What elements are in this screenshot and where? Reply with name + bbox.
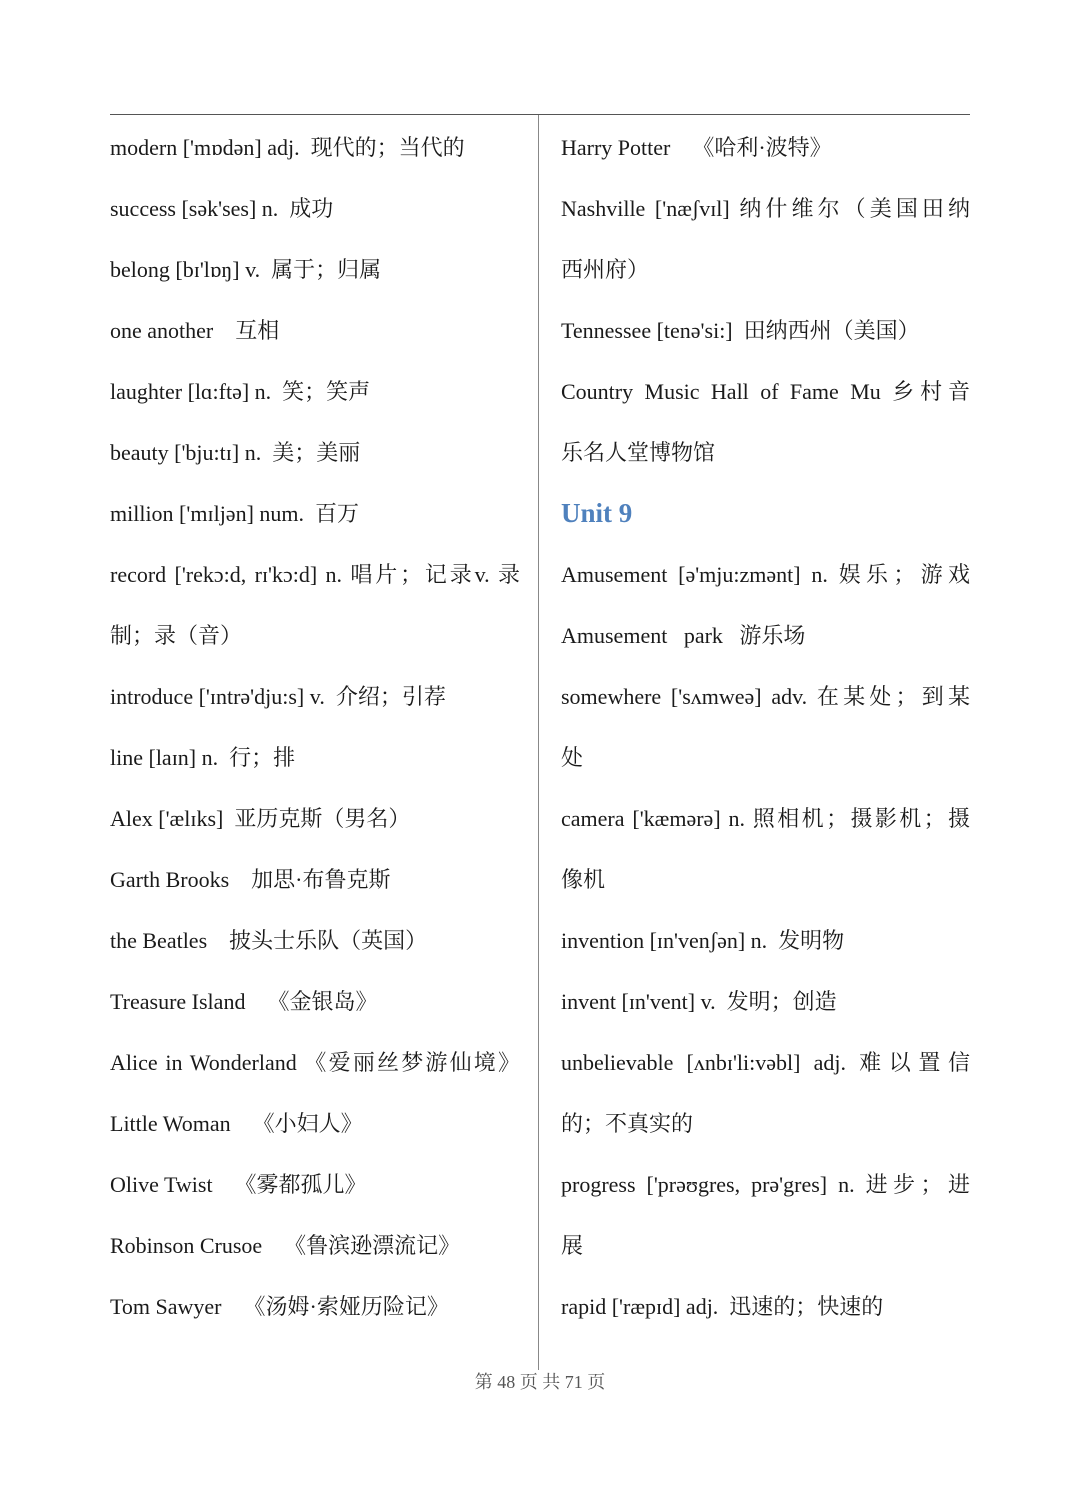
vocab-line: Robinson Crusoe 《鲁滨逊漂流记》	[110, 1233, 461, 1258]
vocab-line: Garth Brooks 加思·布鲁克斯	[110, 867, 391, 892]
right-column	[561, 117, 970, 1337]
vocab-line: Treasure Island 《金银岛》	[110, 989, 378, 1014]
vocab-line-continuation: 制；录（音）	[110, 623, 243, 648]
vocab-line: success [sək'ses] n. 成功	[110, 196, 334, 221]
vocab-line: Olive Twist 《雾都孤儿》	[110, 1172, 367, 1197]
vocab-line: laughter [lɑ:ftə] n. 笑；笑声	[110, 379, 371, 404]
column-divider	[538, 115, 539, 1370]
vocab-line: Tom Sawyer 《汤姆·索娅历险记》	[110, 1294, 449, 1319]
page-number-footer: 第 48 页 共 71 页	[474, 1372, 606, 1392]
vocab-line: invention [ɪn'venʃən] n. 发明物	[561, 928, 845, 953]
vocab-line: Harry Potter 《哈利·波特》	[561, 135, 832, 160]
vocab-line: million ['mɪljən] num. 百万	[110, 501, 360, 526]
vocab-line-continuation: 乐名人堂博物馆	[561, 440, 716, 465]
vocab-line-continuation: 处	[561, 745, 584, 770]
left-column	[110, 117, 520, 1337]
vocab-line: invent [ɪn'vent] v. 发明；创造	[561, 989, 837, 1014]
vocab-line: camera ['kæmərə] n. 照相机；摄影机；摄	[561, 806, 970, 831]
vocab-line: Alex ['ælɪks] 亚历克斯（男名）	[110, 806, 411, 831]
vocab-line: one another 互相	[110, 318, 280, 343]
vocab-line: rapid ['ræpɪd] adj. 迅速的；快速的	[561, 1294, 884, 1319]
vocab-line-continuation: 的；不真实的	[561, 1111, 694, 1136]
vocab-line: Amusement [ə'mju:zmənt] n. 娱乐；游戏	[561, 562, 970, 587]
vocab-line: Little Woman 《小妇人》	[110, 1111, 363, 1136]
vocab-line: the Beatles 披头士乐队（英国）	[110, 928, 428, 953]
vocab-line: Tennessee [tenə'si:] 田纳西州（美国）	[561, 318, 920, 343]
vocab-line: Alice in Wonderland 《爱丽丝梦游仙境》	[110, 1050, 520, 1075]
vocab-line: Nashville ['næʃvɪl] 纳什维尔（美国田纳	[561, 196, 970, 221]
vocab-line: line [laɪn] n. 行；排	[110, 745, 296, 770]
vocab-line: Country Music Hall of Fame Mu 乡村音	[561, 379, 970, 404]
vocab-line: introduce ['ɪntrə'dju:s] v. 介绍；引荐	[110, 684, 446, 709]
unit-heading: Unit 9	[561, 498, 633, 528]
vocab-line-continuation: 西州府）	[561, 257, 650, 282]
vocab-line: beauty ['bju:tɪ] n. 美；美丽	[110, 440, 361, 465]
vocab-line-continuation: 像机	[561, 867, 606, 892]
vocab-line-continuation: 展	[561, 1233, 584, 1258]
vocab-line: somewhere ['sʌmweə] adv. 在某处；到某	[561, 684, 970, 709]
vocab-line: Amusement park 游乐场	[561, 623, 806, 648]
vocab-line: unbelievable [ʌnbɪ'li:vəbl] adj. 难以置信	[561, 1050, 970, 1075]
vocab-line: belong [bɪ'lɒŋ] v. 属于；归属	[110, 257, 382, 282]
vocab-line: progress ['prəʊgres, prə'gres] n. 进步；进	[561, 1172, 970, 1197]
vocab-line: modern ['mɒdən] adj. 现代的；当代的	[110, 135, 465, 160]
vocab-line: record ['rekɔ:d, rɪ'kɔ:d] n. 唱片；记录v. 录	[110, 562, 520, 587]
top-rule	[110, 114, 970, 115]
